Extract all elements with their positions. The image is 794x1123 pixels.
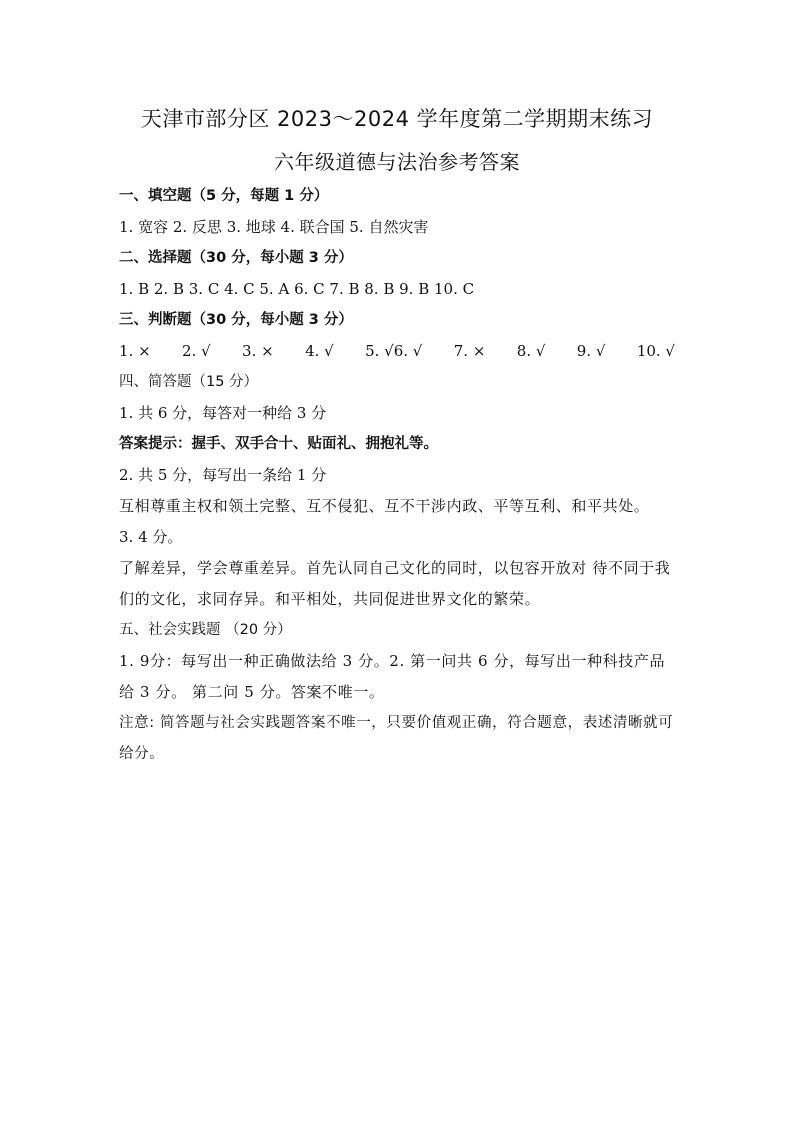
true-false-item: 7. × <box>453 342 486 360</box>
section-heading-social-practice: 五、社会实践题 （20 分） <box>119 622 292 638</box>
true-false-item: 3. × <box>242 342 274 360</box>
fill-blank-answers: 1. 宽容 2. 反思 3. 地球 4. 联合国 5. 自然灾害 <box>119 218 429 236</box>
true-false-item: 8. √ <box>516 342 546 360</box>
short-answer-q1-score: 1. 共 6 分，每答对一种给 3 分 <box>119 404 327 422</box>
section-heading-fill-blank: 一、填空题（5 分，每题 1 分） <box>119 188 329 204</box>
short-answer-q1-hint: 答案提示：握手、双手合十、贴面礼、拥抱礼等。 <box>119 436 438 452</box>
section-heading-short-answer: 四、简答题（15 分） <box>119 374 259 390</box>
true-false-item: 4. √ <box>305 342 334 360</box>
section-heading-true-false: 三、判断题（30 分，每小题 3 分） <box>119 312 353 328</box>
true-false-item: 9. √ <box>576 342 606 360</box>
section-heading-multiple-choice: 二、选择题（30 分，每小题 3 分） <box>119 250 353 266</box>
true-false-item: 1. × <box>119 342 151 360</box>
multiple-choice-answers: 1. B 2. B 3. C 4. C 5. A 6. C 7. B 8. B 9. B 10. C <box>119 280 475 298</box>
answer-content <box>119 181 679 770</box>
true-false-item: 10. √ <box>636 342 675 360</box>
true-false-item: 5. √6. √ <box>365 342 423 360</box>
short-answer-q2-score: 2. 共 5 分，每写出一条给 1 分 <box>119 466 327 484</box>
true-false-answers <box>119 336 675 367</box>
short-answer-q3-score: 3. 4 分。 <box>119 528 183 546</box>
true-false-item: 2. √ <box>182 342 211 360</box>
document-title: 天津市部分区 2023～2024 学年度第二学期期末练习 <box>140 107 654 131</box>
short-answer-q2-answer: 互相尊重主权和领土完整、互不侵犯、互不干涉内政、平等互利、和平共处。 <box>119 497 650 515</box>
social-practice-answer: 1. 9分：每写出一种正确做法给 3 分。2. 第一问共 6 分，每写出一种科技产品给 3 分。 第二问 5 分。答案不唯一。 <box>119 652 666 701</box>
document-subtitle: 六年级道德与法治参考答案 <box>274 150 520 174</box>
short-answer-q3-answer: 了解差异，学会尊重差异。首先认同自己文化的同时，以包容开放对 待不同于我们的文化，求同存异。和平相处，共同促进世界文化的繁荣。 <box>119 559 671 608</box>
grading-note: 注意: 简答题与社会实践题答案不唯一，只要价值观正确，符合题意，表述清晰就可 给分。 <box>119 715 674 762</box>
